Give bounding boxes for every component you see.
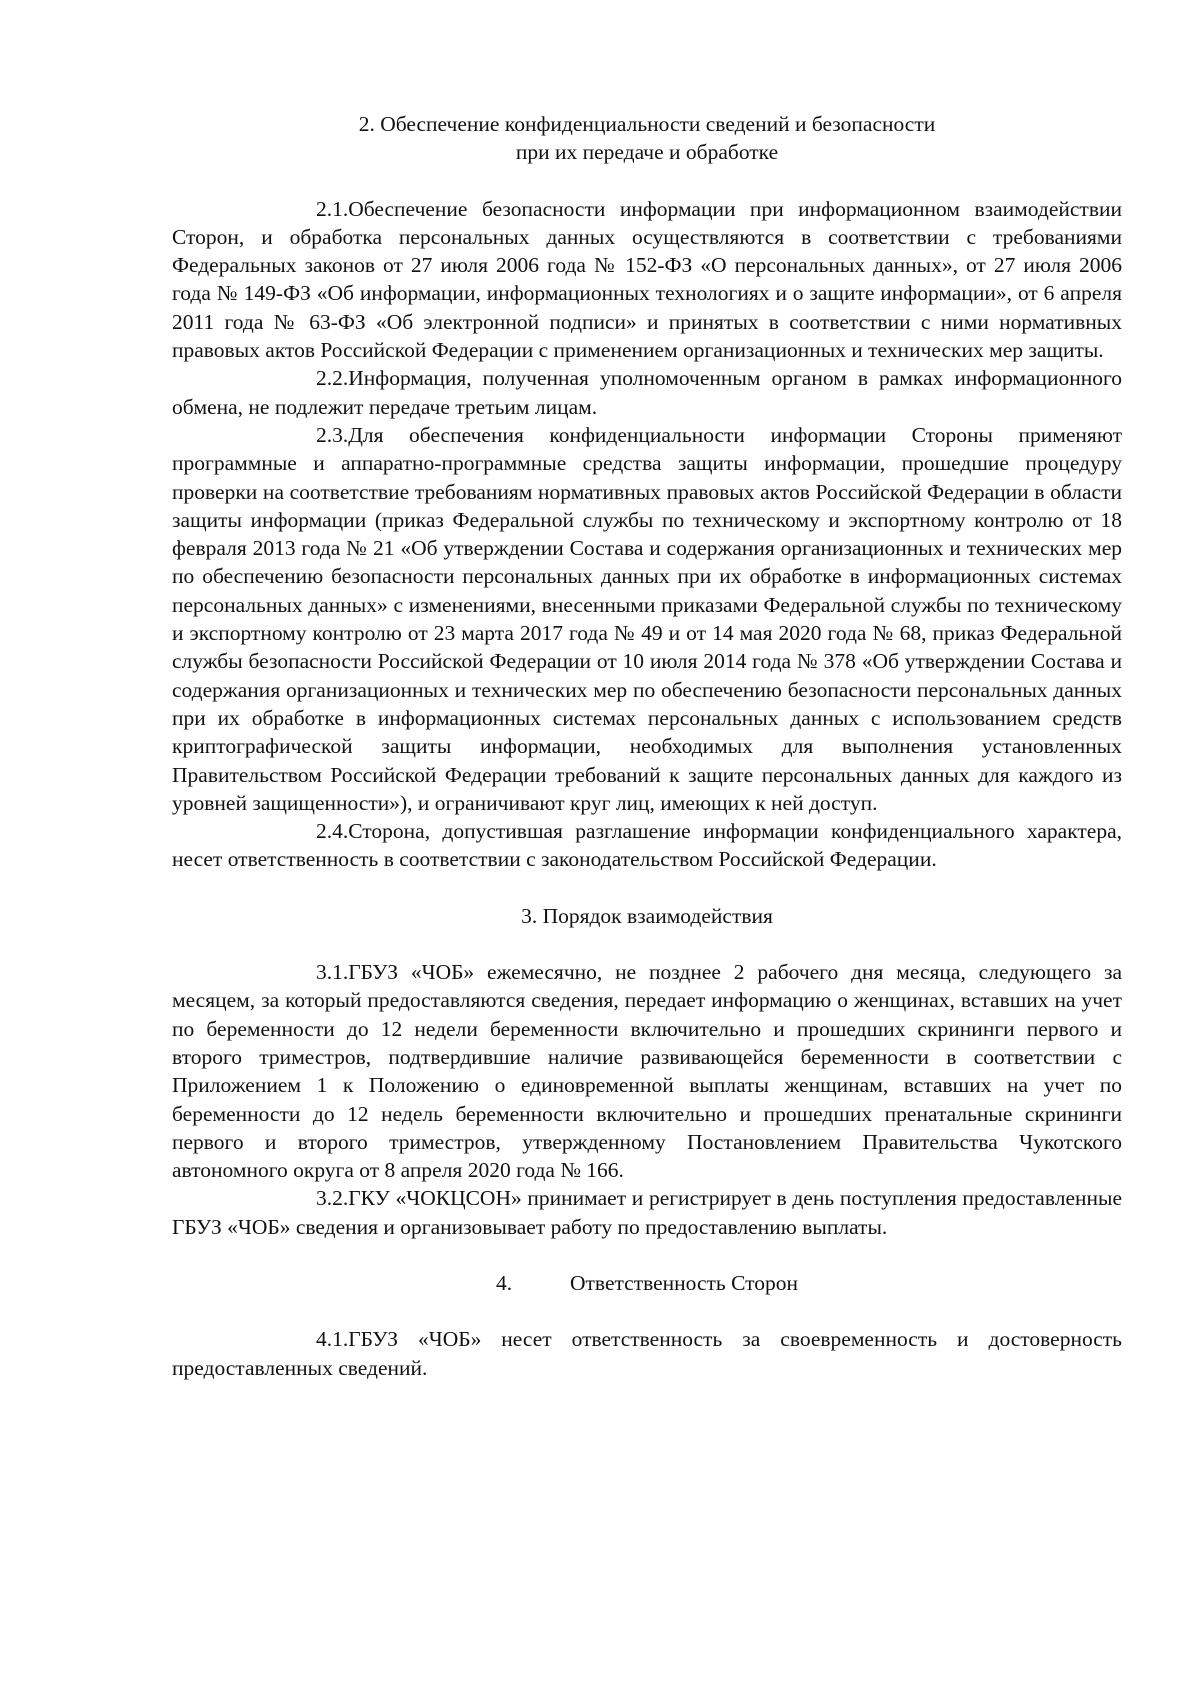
paragraph-2-4 [172, 817, 1122, 874]
document-page [172, 110, 1122, 1382]
paragraph-number: 3.1. [316, 960, 349, 985]
paragraph-number: 3.2. [316, 1186, 349, 1211]
paragraph-number: 2.2. [316, 366, 349, 391]
paragraph-text: Информация, полученная уполномоченным органом в рамках информационного обмена, не подлежит передаче третьим лицам. [172, 366, 1122, 419]
paragraph-2-2 [172, 364, 1122, 421]
paragraph-text: Для обеспечения конфиденциальности информации Стороны применяют программные и аппаратно-программные средства защиты информации, прошедшие процедуру проверки на соответствие требованиям нормативных правовых актов Российской Федерации в области защиты информации (приказ Федеральной службы по техническому и экспортному контролю от 18 февраля 2013 года № 21 «Об утверждении Состава и содержания организационных и технических мер по обеспечению безопасности персональных данных при их обработке в информационных системах персональных данных» с изменениями, внесенными приказами Федеральной службы по техническому и экспортному контролю от 23 марта 2017 года № 49 и от 14 мая 2020 года № 68, приказ Федеральной службы безопасности Российской Федерации от 10 июля 2014 года № 378 «Об утверждении Состава и содержания организационных и технических мер по обеспечению безопасности персональных данных при их обработке в информационных системах персональных данных с использованием средств криптографической защиты информации, необходимых для выполнения установленных Правительством Российской Федерации требований к защите персональных данных для каждого из уровней защищенности»), и ограничивают круг лиц, имеющих к ней доступ. [172, 422, 1122, 815]
paragraph-2-1 [172, 195, 1122, 365]
section-2-heading-line-2: при их передаче и обработке [515, 140, 779, 165]
paragraph-text: ГБУЗ «ЧОБ» несет ответственность за своевременность и достоверность предоставленных сведений. [172, 1327, 1122, 1380]
section-4-heading-text: Ответственность Сторон [570, 1270, 798, 1295]
paragraph-text: Сторона, допустившая разглашение информации конфиденциального характера, несет ответственность в соответствии с законодательством Российской Федерации. [172, 819, 1122, 872]
paragraph-text: Обеспечение безопасности информации при информационном взаимодействии Сторон, и обработка персональных данных осуществляются в соответствии с требованиями Федеральных законов от 27 июля 2006 года № 152-ФЗ «О персональных данных», от 27 июля 2006 года № 149-ФЗ «Об информации, информационных технологиях и о защите информации», от 6 апреля 2011 года № 63-ФЗ «Об электронной подписи» и принятых в соответствии с ними нормативных правовых актов Российской Федерации с применением организационных и технических мер защиты. [172, 196, 1122, 363]
paragraph-number: 2.3. [316, 422, 349, 447]
section-4-heading-number: 4. [496, 1270, 513, 1295]
section-4-heading [172, 1269, 1122, 1297]
spacer [172, 1297, 1122, 1325]
paragraph-text: ГКУ «ЧОКЦСОН» принимает и регистрирует в день поступления предоставленные ГБУЗ «ЧОБ» сведения и организовывает работу по предоставлению выплаты. [172, 1186, 1122, 1239]
section-2-heading [172, 110, 1122, 167]
paragraph-number: 2.4. [316, 819, 349, 844]
spacer [172, 930, 1122, 958]
paragraph-2-3 [172, 421, 1122, 817]
paragraph-3-1 [172, 958, 1122, 1184]
paragraph-4-1 [172, 1325, 1122, 1382]
paragraph-text: ГБУЗ «ЧОБ» ежемесячно, не позднее 2 рабочего дня месяца, следующего за месяцем, за который предоставляются сведения, передает информацию о женщинах, вставших на учет по беременности до 12 недели беременности включительно и прошедших скрининги первого и второго триместров, подтвердившие наличие развивающейся беременности в соответствии с Приложением 1 к Положению о единовременной выплаты женщинам, вставших на учет по беременности до 12 недель беременности включительно и прошедших пренатальные скрининги первого и второго триместров, утвержденному Постановлением Правительства Чукотского автономного округа от 8 апреля 2020 года № 166. [172, 960, 1122, 1183]
spacer [172, 874, 1122, 902]
paragraph-number: 2.1. [316, 196, 349, 221]
section-3-heading: 3. Порядок взаимодействия [521, 903, 773, 928]
paragraph-3-2 [172, 1184, 1122, 1241]
paragraph-number: 4.1. [316, 1327, 349, 1352]
spacer [172, 1241, 1122, 1269]
section-2-heading-line-1: 2. Обеспечение конфиденциальности сведений и безопасности [358, 112, 936, 136]
spacer [172, 167, 1122, 195]
